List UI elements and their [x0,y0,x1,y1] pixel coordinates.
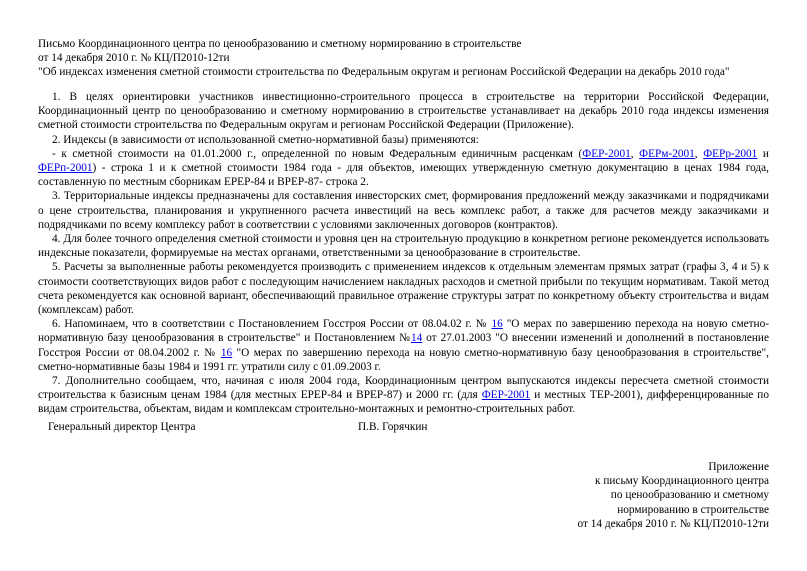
link-ferm-2001[interactable]: ФЕРм-2001 [639,147,695,160]
paragraph-7 [38,374,769,417]
paragraph-3: 3. Территориальные индексы предназначены для составления инвесторских смет, формирования предложений между заказчиками и подрядчиками о цене строительства, планирования и укрупненного расчета инвестиций на весь комплекс работ, а также для расчетов между заказчиками и подрядчиками по всему комплексу работ в соответствии с условиями заключенных договоров (контрактов). [38,190,769,231]
letter-body [38,90,769,417]
appendix-line-1: Приложение [708,461,769,473]
appendix-line-2: к письму Координационного центра [595,475,769,488]
link-ferr-2001[interactable]: ФЕРр-2001 [703,147,758,160]
paragraph-2a-text: ) - строка 1 и к сметной стоимости 1984 года - для объектов, имеющих утвержденную сметную документацию в ценах 1984 года, составленную по местным сборникам ЕРЕР-84 и ВРЕР-87- строка 2. [38,162,769,189]
appendix-line-4: нормированию в строительстве [617,503,769,516]
separator: и [757,147,769,160]
paragraph-2a-text: - к сметной стоимости на 01.01.2000 г., определенной по новым Федеральным единичным расценкам ( [52,147,583,160]
separator: , [630,147,640,160]
header-line-3: "Об индексах изменения сметной стоимости строительства по Федеральным округам и регионам Российской Федерации на декабрь 2010 года" [38,66,730,79]
link-fer-2001[interactable]: ФЕР-2001 [582,147,631,160]
paragraph-2: 2. Индексы (в зависимости от использованной сметно-нормативной базы) применяются: [52,133,479,146]
link-fer-2001-p7[interactable]: ФЕР-2001 [481,389,531,402]
link-resolution-16[interactable]: 16 [491,318,503,331]
link-resolution-16-second[interactable]: 16 [220,346,233,359]
header-line-1: Письмо Координационного центра по ценообразованию и сметному нормированию в строительстве [38,38,522,50]
appendix-block [577,460,769,531]
signature-name: П.В. Горячкин [358,421,428,433]
paragraph-2a [38,147,769,190]
paragraph-7-text: 7. Дополнительно сообщаем, что, начиная с июля 2004 года, Координационным центром выпускаются индексы пересчета сметной стоимости строительства к базисным ценам 1984 (для местных ЕРЕР-84 и ВРЕР-87) и 2000 гг. (для [38,375,769,402]
paragraph-7-text: и местных ТЕР-2001), дифференцированные по видам строительства, объектам, видам и комплексам строительно-монтажных и ремонтно-строительных работ. [38,389,769,416]
link-ferp-2001[interactable]: ФЕРп-2001 [38,162,93,175]
paragraph-6-text: "О мерах по завершению перехода на новую сметно-нормативную базу ценообразования в строительстве", сметно-нормативные базы 1984 и 1991 гг. утратили силу с 01.09.2003 г. [38,346,769,373]
paragraph-1: 1. В целях ориентировки участников инвестиционно-строительного процесса в строительстве на территории Российской Федерации, Координационный центр по ценообразованию и сметному нормированию в строительстве устанавливает на декабрь 2010 года индексы изменения сметной стоимости строительства по Федеральным округам и регионам Российской Федерации (Приложение). [38,91,769,132]
paragraph-6 [38,317,769,374]
signature-title: Генеральный директор Центра [48,421,196,433]
paragraph-5: 5. Расчеты за выполненные работы рекомендуется производить с применением индексов к отдельным элементам прямых затрат (графы 3, 4 и 5) к стоимости соответствующих видов работ с последующим начислением накладных расходов и сметной прибыли по текущим нормативам. Такой метод счета рекомендуется как основной вариант, обеспечивающий правильное отражение структуры затрат по конкретному объекту строительства и видам (комплексам) работ. [38,261,769,317]
paragraph-6-text: "О мерах по завершению перехода на новую сметно-нормативную базу ценообразования в строительстве" и Постановлением № [38,318,769,345]
appendix-line-3: по ценообразованию и сметному [610,489,769,502]
paragraph-6-text: 6. Напоминаем, что в соответствии с Постановлением Госстроя России от 08.04.02 г. № [52,318,492,331]
link-resolution-14[interactable]: 14 [410,332,423,345]
letter-header [38,37,778,80]
appendix-line-5: от 14 декабря 2010 г. № КЦ/П2010-12ти [577,517,769,530]
separator: , [694,147,704,160]
paragraph-4: 4. Для более точного определения сметной стоимости и уровня цен на строительную продукцию в конкретном регионе рекомендуется использовать индексные показатели, формируемые на местах органами, ответственными за ценообразование в строительстве. [38,233,769,260]
signature-block [48,420,648,436]
paragraph-6-text: от 27.01.2003 "О внесении изменений и дополнений в постановление Госстроя России от 08.04.2002 г. № [38,332,769,359]
header-line-2: от 14 декабря 2010 г. № КЦ/П2010-12ти [38,52,230,65]
